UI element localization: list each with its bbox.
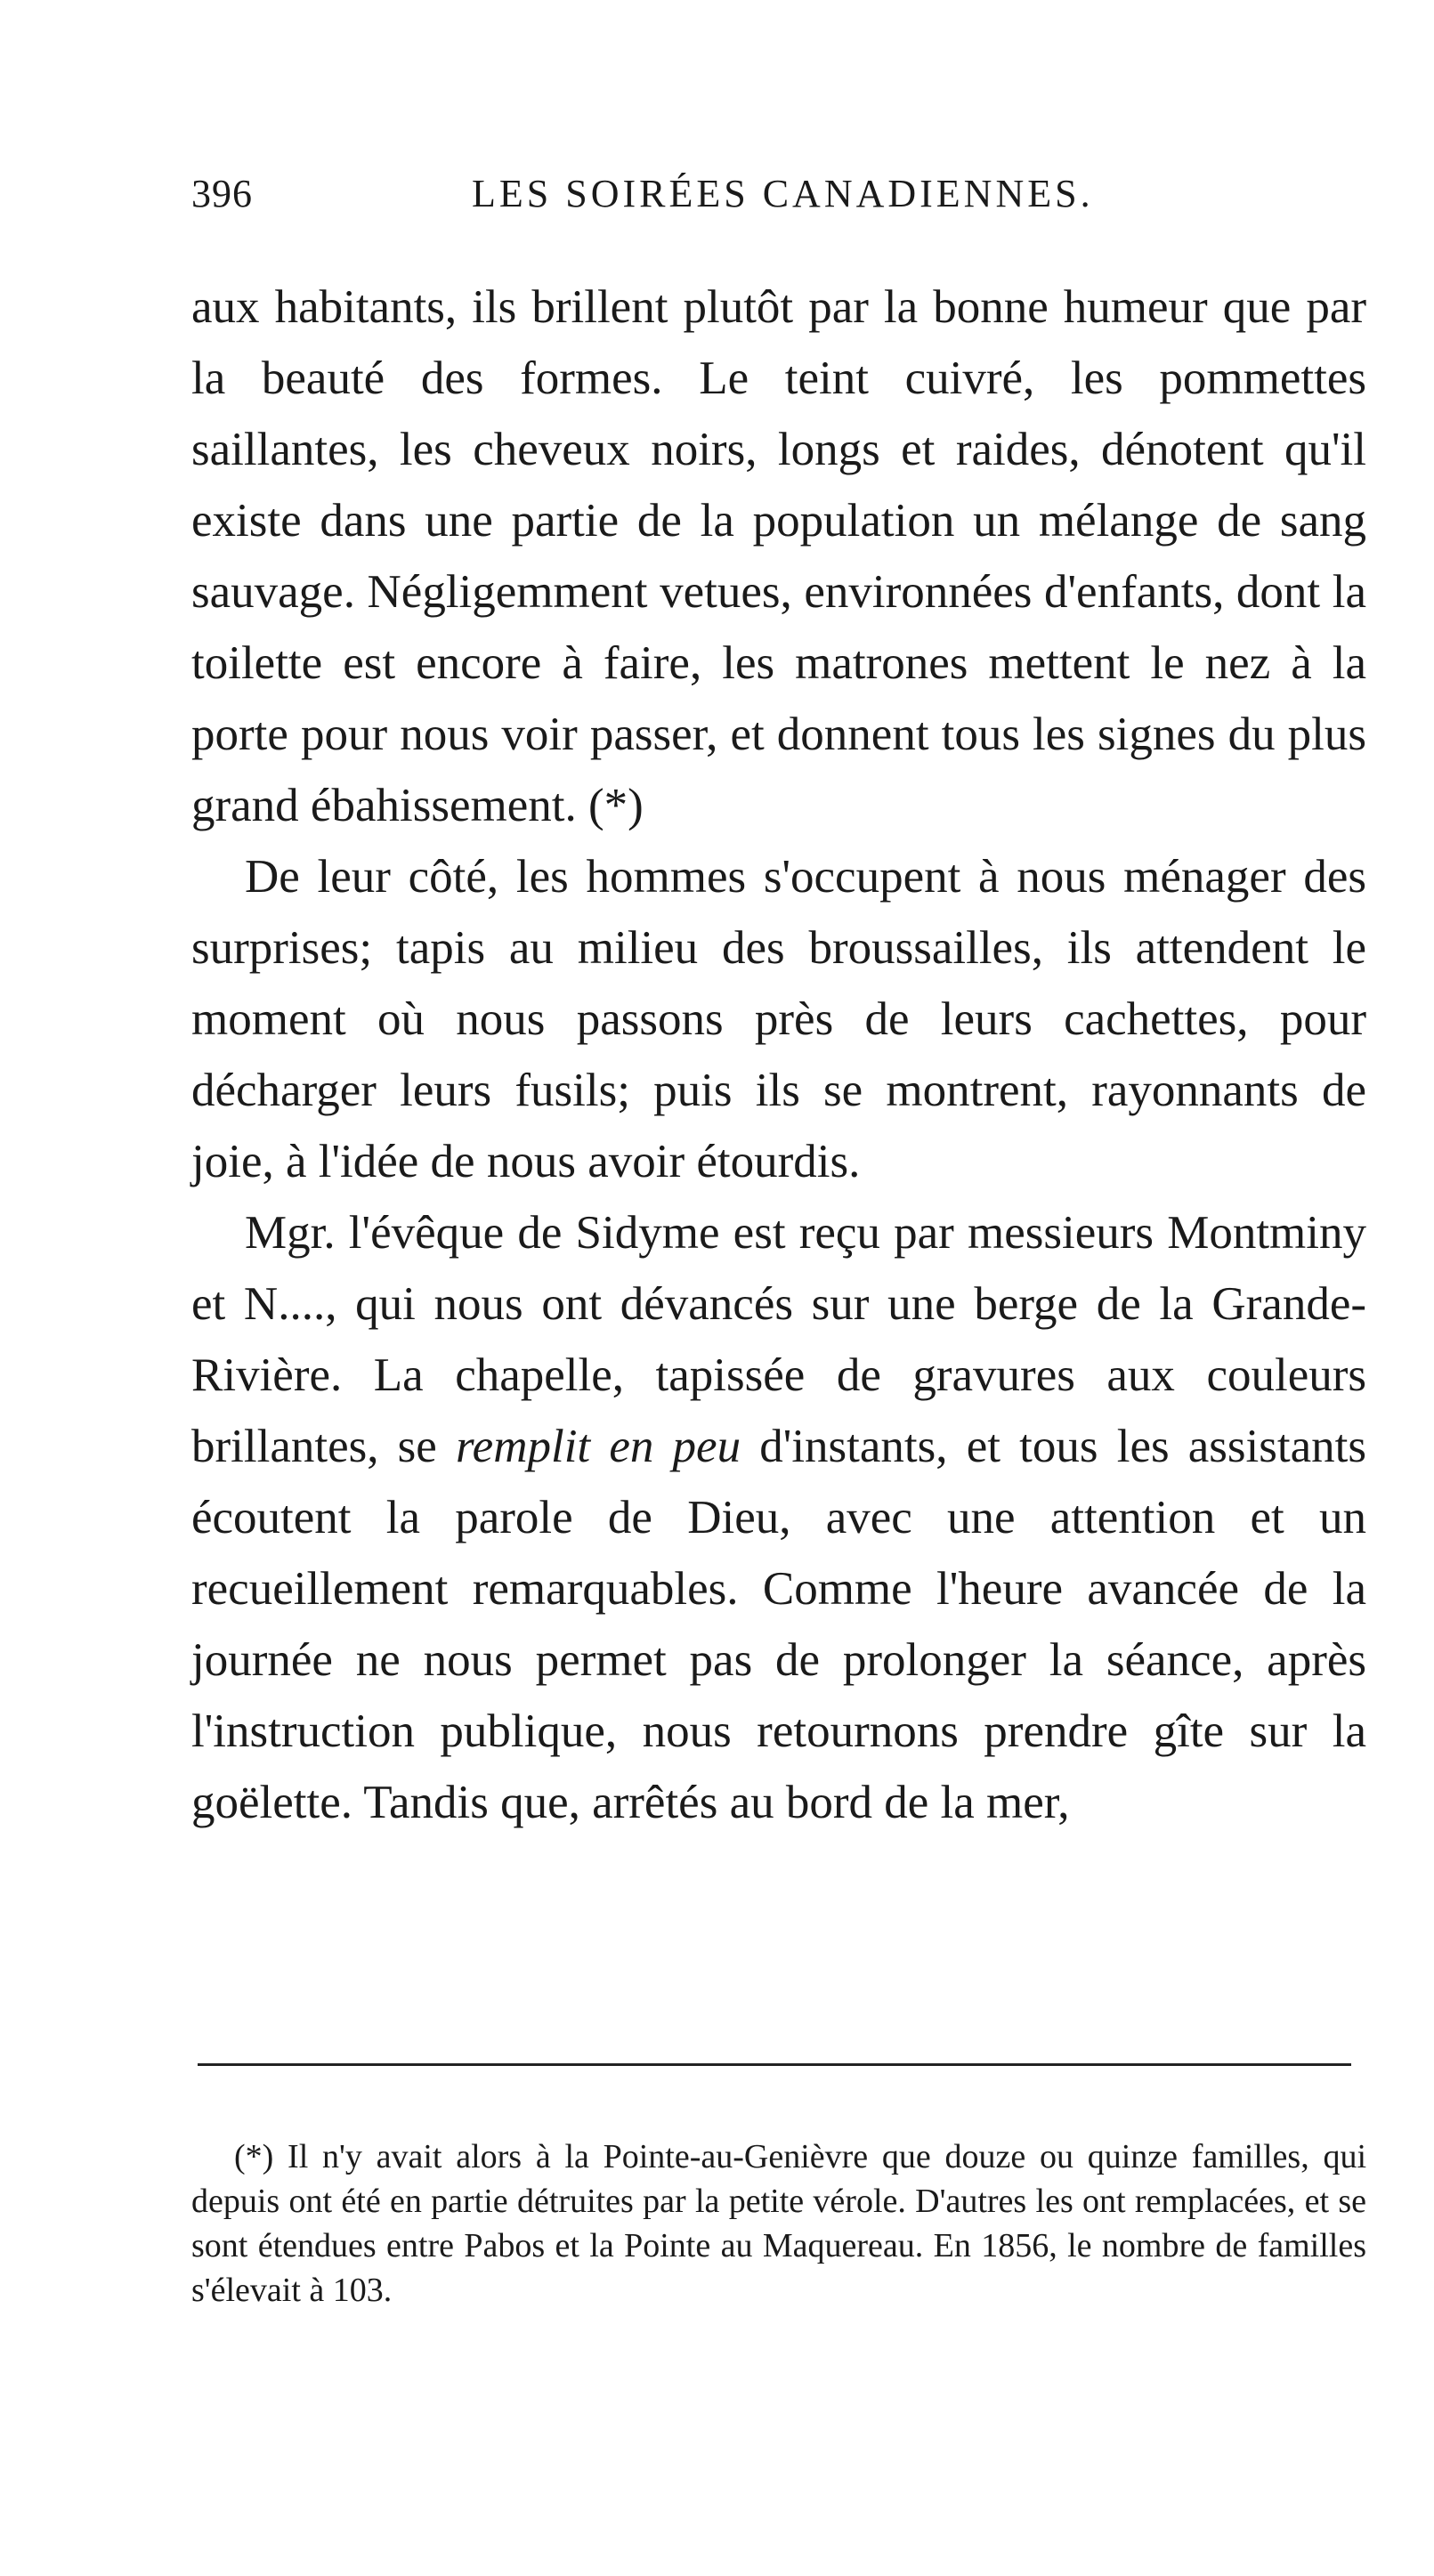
footnote-text: (*) Il n'y avait alors à la Pointe-au-Genièvre que douze ou quinze familles, qui depuis ont été en partie détruites par la petite vérole. D'autres les ont remplacées, et se sont étendues entre Pabos et la Pointe au Maquereau. En 1856, le nombre de familles s'élevait à 103. [191,2138,1366,2309]
paragraph-3 [191,1197,1366,1838]
page-number: 396 [191,172,253,215]
footnote-separator-rule [198,2063,1351,2066]
running-head [191,171,1366,224]
paragraph-1: aux habitants, ils brillent plutôt par la bonne humeur que par la beauté des formes. Le teint cuivré, les pommettes saillantes, les cheveux noirs, longs et raides, dénotent qu'il existe dans une partie de la population un mélange de sang sauvage. Négligemment vetues, environnées d'enfants, dont la toilette est encore à faire, les matrones mettent le nez à la porte pour nous voir passer, et donnent tous les signes du plus grand ébahissement. (*) [191,281,1366,831]
body-text [191,271,1366,1838]
running-title: LES SOIRÉES CANADIENNES. [472,172,1094,215]
paragraph-3-part-1: Mgr. l'évêque de Sidyme est reçu par messieurs Montminy et N...., qui nous ont dévancés sur une berge de la Grande-Rivière. La chapelle, tapissée de gravures aux couleurs brillantes, se [191,1207,1366,1472]
paragraph-3-italic: remplit en peu [456,1421,741,1472]
paragraph-2: De leur côté, les hommes s'occupent à nous ménager des surprises; tapis au milieu des broussailles, ils attendent le moment où nous passons près de leurs cachettes, pour décharger leurs fusils; puis ils se montrent, rayonnants de joie, à l'idée de nous avoir étourdis. [191,851,1366,1187]
paragraph-3-part-2: d'instants, et tous les assistants écoutent la parole de Dieu, avec une attention et un recueillement remarquables. Comme l'heure avancée de la journée ne nous permet pas de prolonger la séance, après l'instruction publique, nous retournons prendre gîte sur la goëlette. Tandis que, arrêtés au bord de la mer, [191,1421,1367,1828]
footnote [191,2135,1366,2313]
